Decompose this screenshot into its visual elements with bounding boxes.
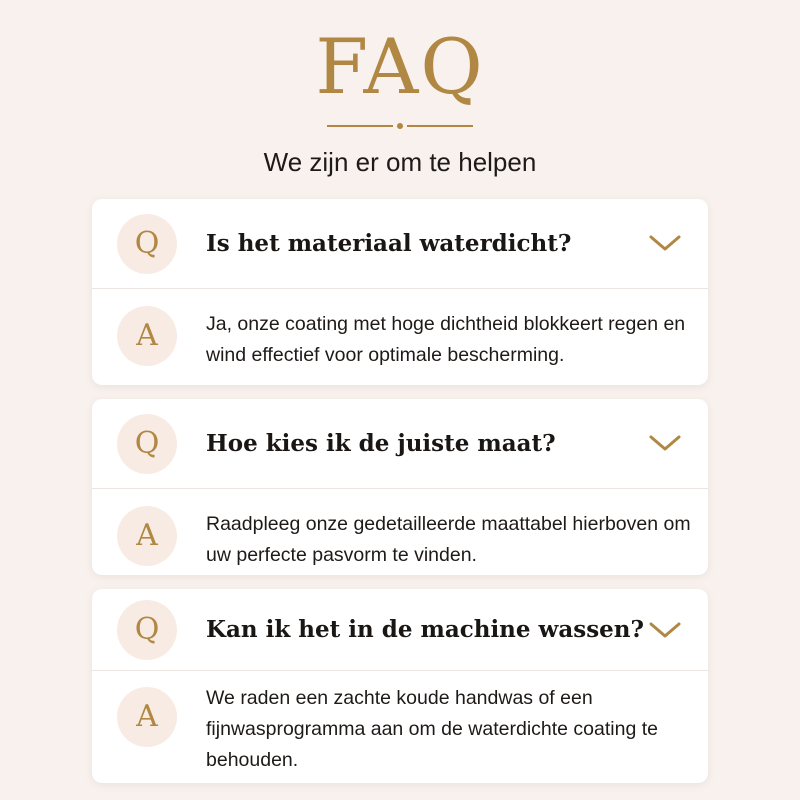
chevron-down-icon[interactable] [648, 233, 682, 253]
page-subtitle: We zijn er om te helpen [263, 147, 537, 177]
question-badge: Q [117, 414, 177, 474]
title-divider [327, 120, 473, 132]
faq-answer: Raadpleeg onze gedetailleerde maattabel hierboven om uw perfecte pasvorm te vinden. [206, 513, 691, 566]
page-title: FAQ [315, 22, 485, 111]
divider-line-left [327, 125, 393, 127]
faq-question: Hoe kies ik de juiste maat? [206, 430, 556, 457]
question-badge: Q [117, 600, 177, 660]
faq-question: Kan ik het in de machine wassen? [206, 616, 644, 643]
faq-answer: Ja, onze coating met hoge dichtheid blokkeert regen en wind effectief voor optimale bescherming. [206, 313, 686, 366]
answer-badge: A [117, 506, 177, 566]
divider-line-right [407, 125, 473, 127]
faq-item [92, 589, 708, 783]
chevron-down-icon[interactable] [648, 620, 682, 640]
faq-item [92, 399, 708, 575]
question-badge: Q [117, 214, 177, 274]
faq-question-toggle[interactable] [92, 199, 708, 289]
chevron-down-icon[interactable] [648, 433, 682, 453]
answer-badge: A [117, 306, 177, 366]
divider-dot [397, 123, 403, 129]
faq-item [92, 199, 708, 385]
faq-question-toggle[interactable] [92, 399, 708, 489]
answer-badge: A [117, 687, 177, 747]
faq-question: Is het materiaal waterdicht? [206, 230, 572, 257]
faq-answer: We raden een zachte koude handwas of een fijnwasprogramma aan om de waterdichte coating te behouden. [206, 687, 658, 771]
faq-question-toggle[interactable] [92, 589, 708, 671]
